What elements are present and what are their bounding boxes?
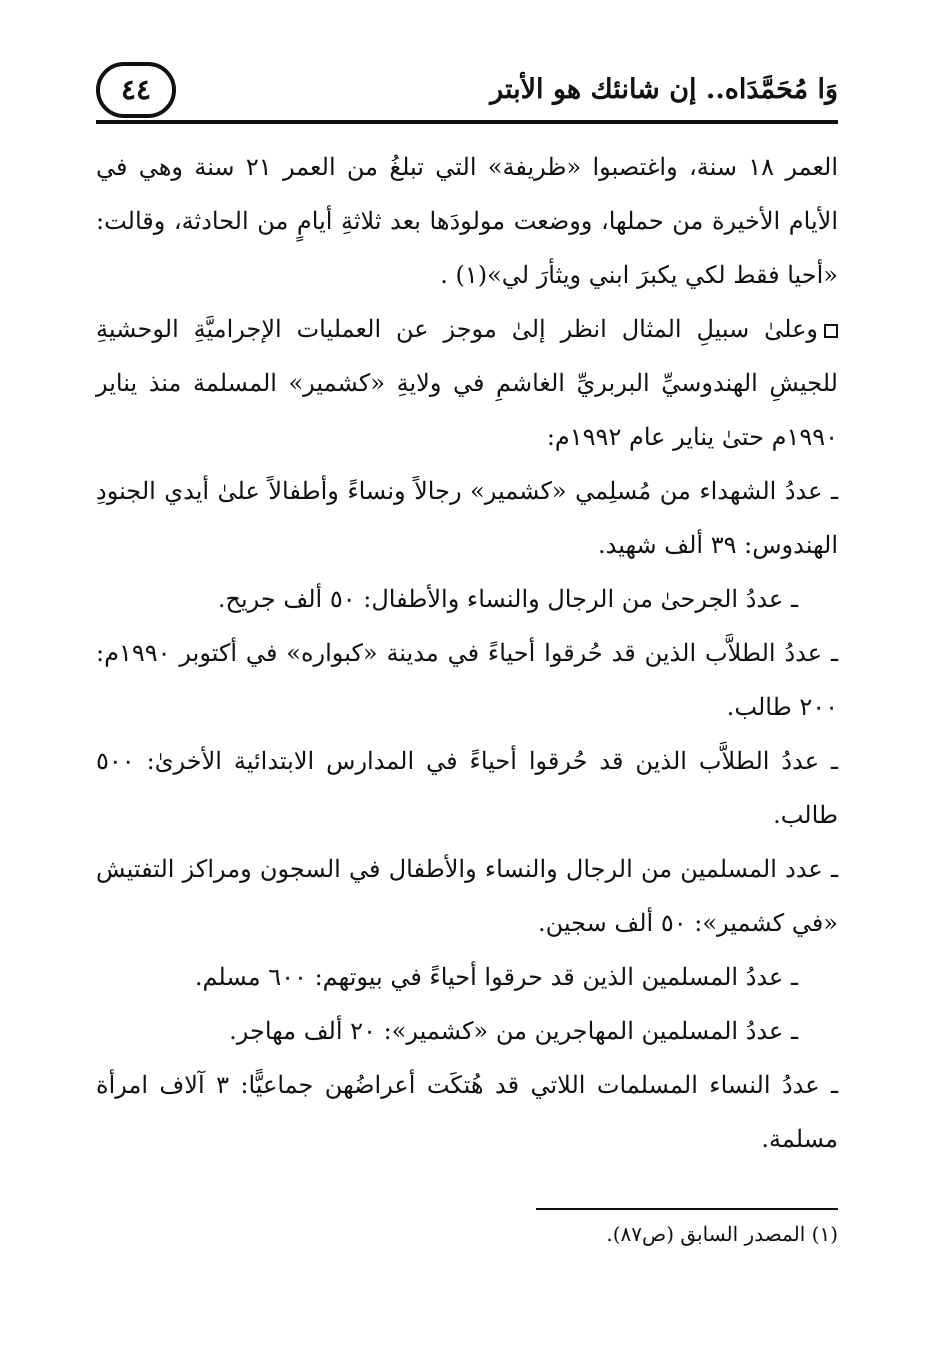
list-item: ـ عددُ النساء المسلمات اللاتي قد هُتكَت أعراضُهن جماعيًّا: ٣ آلاف امرأة مسلمة. (96, 1071, 839, 1153)
paragraph-2 (96, 302, 838, 464)
list-item: ـ عددُ الجرحىٰ من الرجال والنساء والأطفال: ٥٠ ألف جريح. (217, 585, 798, 613)
main-text (96, 140, 838, 1166)
running-title: وَا مُحَمَّدَاه.. إن شانئك هو الأبتر (490, 74, 838, 105)
page-header (96, 62, 838, 122)
paragraph-1: العمر ١٨ سنة، واغتصبوا «ظريفة» التي تبلغُ من العمر ٢١ سنة وهي في الأيام الأخيرة من حملها، ووضعت مولودَها بعد ثلاثةِ أيامٍ من الحادثة، وقالت: «أحيا فقط لكي يكبرَ ابني ويثأرَ لي»(١) . (96, 153, 839, 289)
list-item: ـ عددُ المسلمين الذين قد حرقوا أحياءً في بيوتهم: ٦٠٠ مسلم. (194, 963, 798, 991)
list-item: ـ عددُ الطلاَّب الذين قد حُرقوا أحياءً في المدارس الابتدائية الأخرىٰ: ٥٠٠ طالب. (96, 747, 838, 829)
list-item: ـ عددُ الطلاَّب الذين قد حُرقوا أحياءً في مدينة «كبواره» في أكتوبر ١٩٩٠م: ٢٠٠ طالب. (96, 639, 838, 721)
list-item: ـ عدد المسلمين من الرجال والنساء والأطفال في السجون ومراكز التفتيش «في كشمير»: ٥٠ ألف سجين. (96, 855, 838, 937)
footnote-divider (536, 1208, 838, 1210)
footnote: (١) المصدر السابق (ص٨٧). (606, 1222, 838, 1246)
square-bullet-icon (824, 324, 838, 338)
paragraph-2-text: وعلىٰ سبيلِ المثال انظر إلىٰ موجز عن العمليات الإجراميَّةِ الوحشيةِ للجيشِ الهندوسيِّ البربريِّ الغاشمِ في ولايةِ «كشمير» المسلمة منذ يناير ١٩٩٠م حتىٰ يناير عام ١٩٩٢م: (96, 315, 838, 451)
list-item: ـ عددُ الشهداء من مُسلِمي «كشمير» رجالاً ونساءً وأطفالاً علىٰ أيدي الجنودِ الهندوس: ٣٩ ألف شهيد. (96, 477, 838, 559)
list-item: ـ عددُ المسلمين المهاجرين من «كشمير»: ٢٠ ألف مهاجر. (229, 1017, 798, 1045)
header-divider (96, 120, 838, 124)
page-number-badge: ٤٤ (96, 62, 176, 118)
